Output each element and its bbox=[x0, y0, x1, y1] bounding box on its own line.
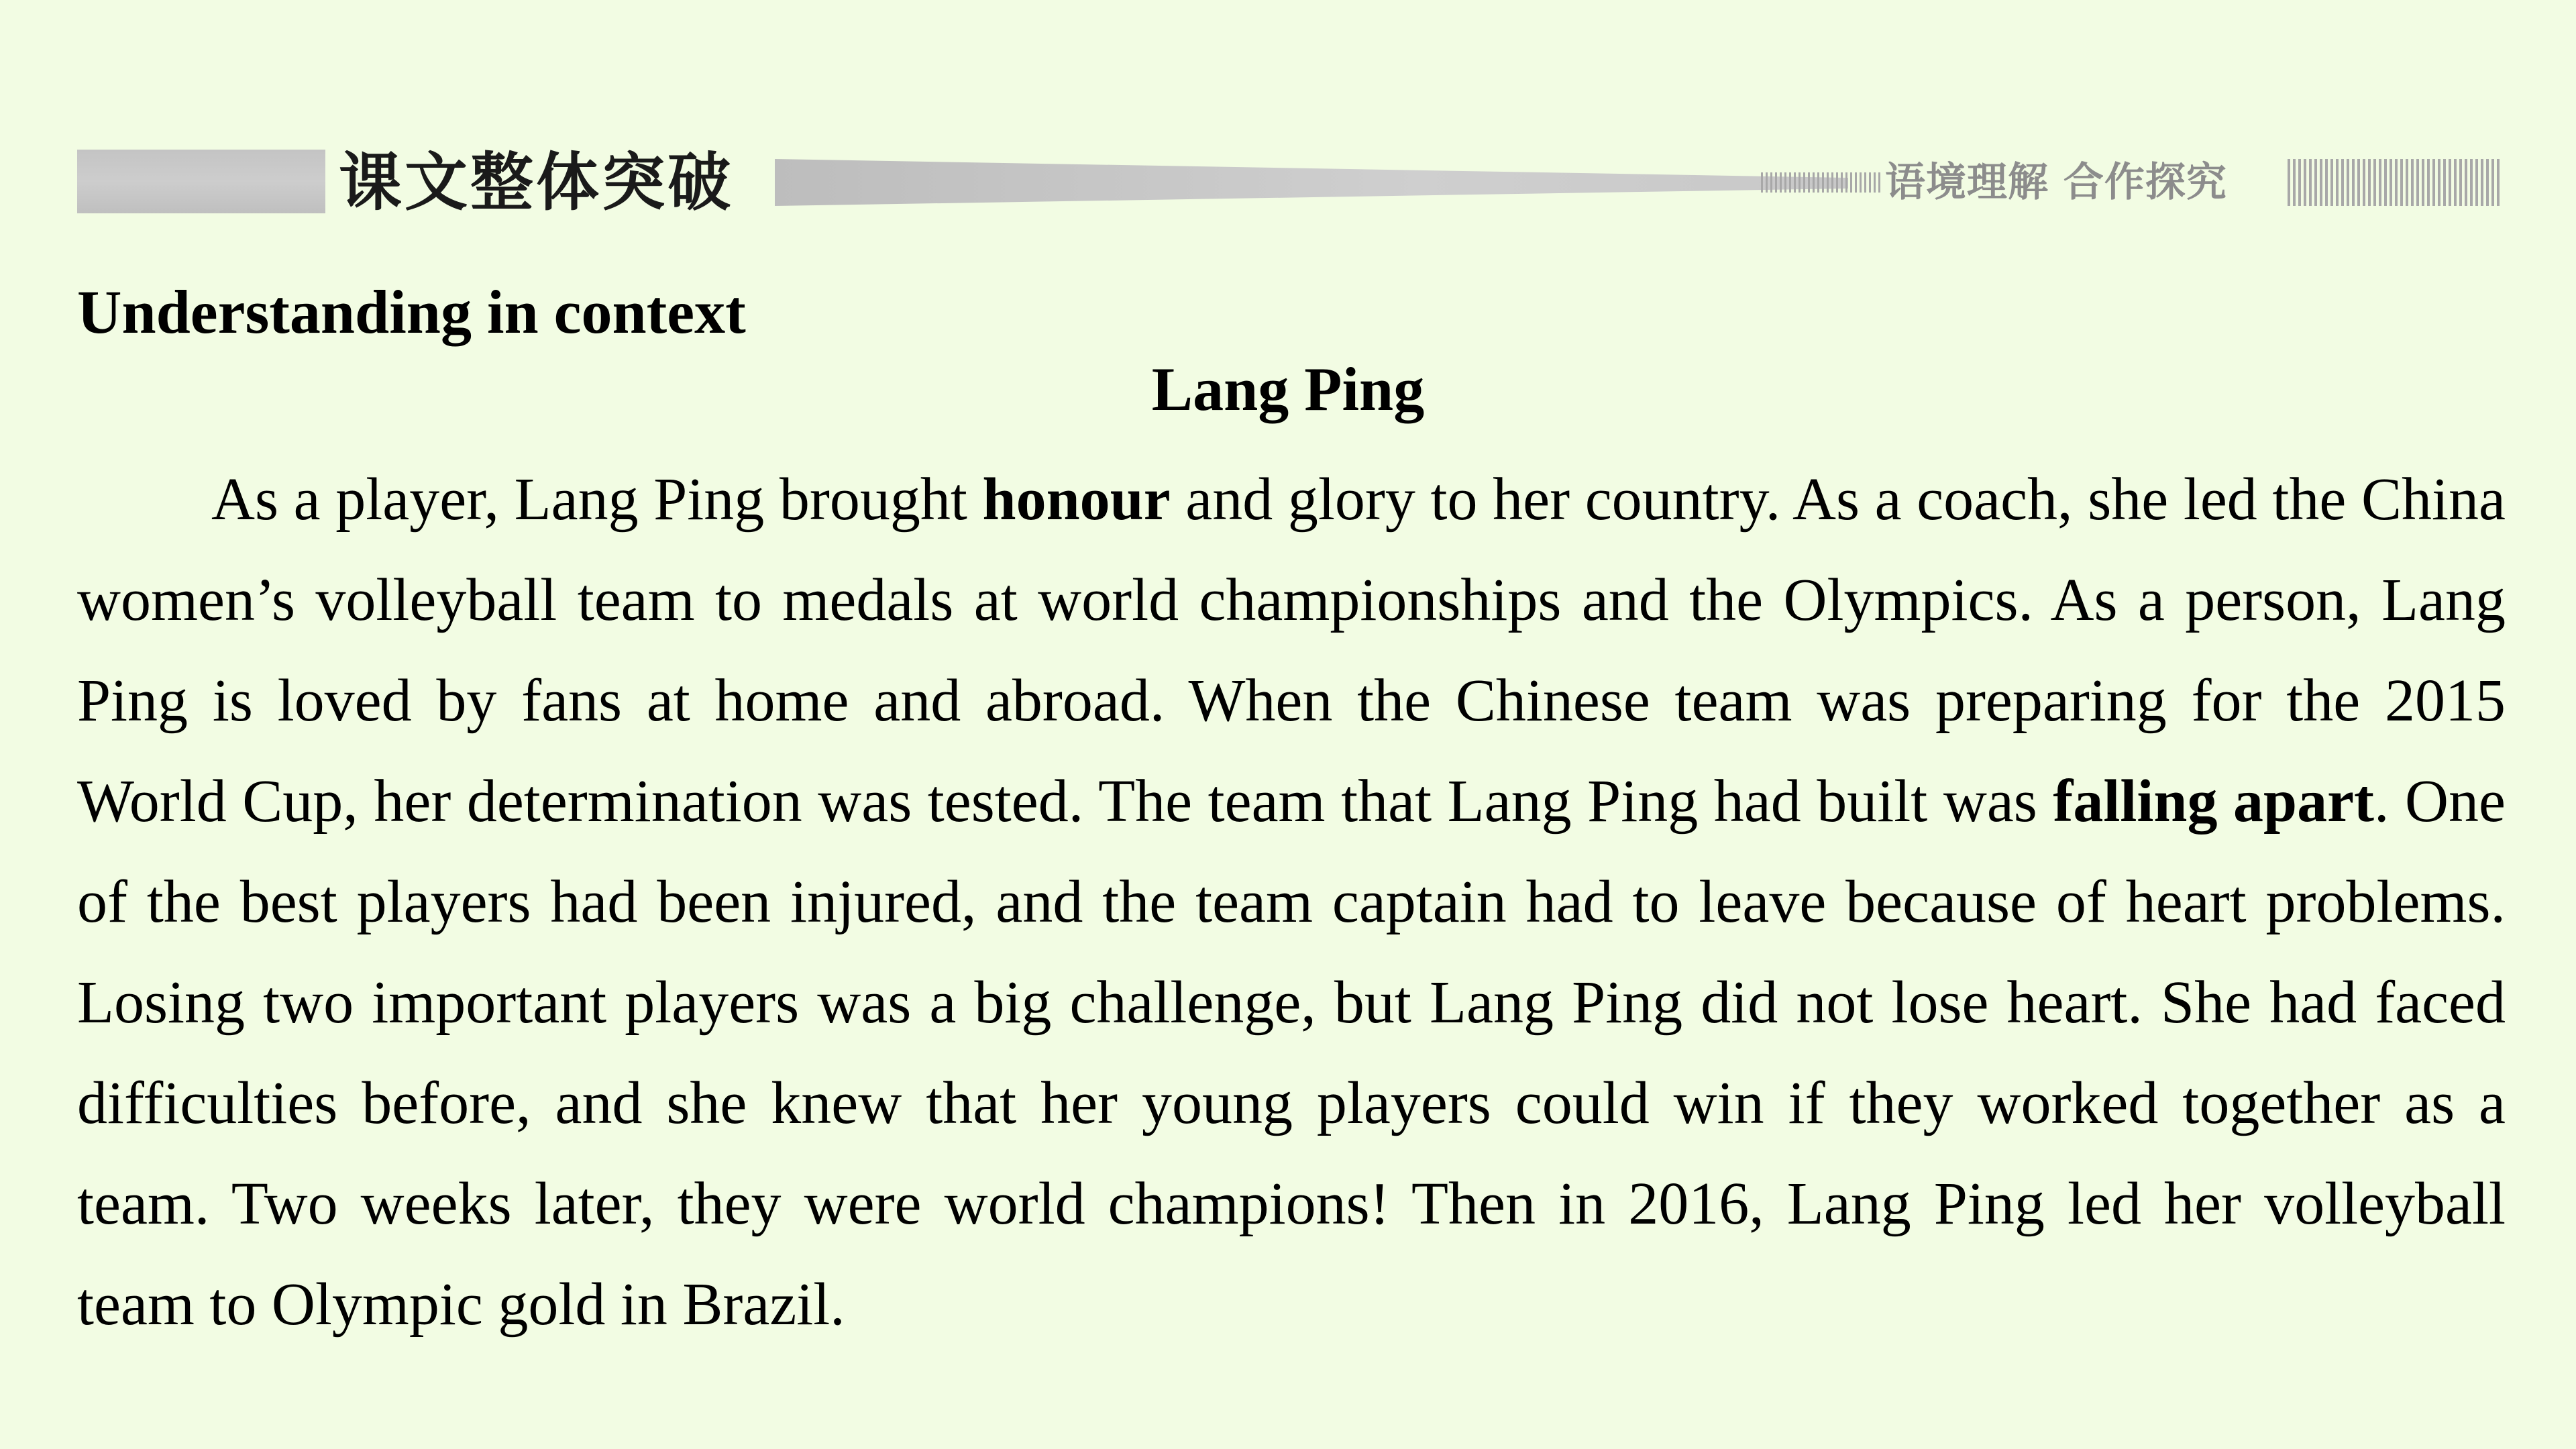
header-decor-hatch-right bbox=[2288, 159, 2502, 206]
text-segment: and glory to her country. As a coach, she led the China women’s volleyball team to medals at world championships and the Olympics. As a person, Lang Ping is loved by fans at home and abroad. When the Chinese team was preparing for the 2015 World Cup, her determination was tested. The team that Lang Ping had built was bbox=[77, 466, 2506, 835]
text-segment: As a player, Lang Ping brought bbox=[211, 466, 983, 533]
section-header-title: 课文整体突破 bbox=[339, 146, 734, 219]
section-heading: Understanding in context bbox=[77, 278, 746, 346]
keyword-falling-apart: falling apart bbox=[2053, 768, 2374, 835]
section-header-bar bbox=[77, 138, 2502, 228]
article-title: Lang Ping bbox=[1151, 355, 1425, 423]
header-decor-hatch bbox=[1761, 172, 1882, 193]
article-paragraph bbox=[77, 449, 2506, 1355]
header-decor-block bbox=[77, 150, 325, 213]
section-header-subtitle: 语境理解 合作探究 bbox=[1885, 159, 2227, 206]
header-decor-wedge bbox=[775, 159, 1848, 206]
keyword-honour: honour bbox=[982, 466, 1171, 533]
text-segment: . One of the best players had been injured, and the team captain had to leave because of heart problems. Losing two important players was a big challenge, but Lang Ping did not lose heart. She had faced difficulties before, and she knew that her young players could win if they worked together as a team. Two weeks later, they were world champions! Then in 2016, Lang Ping led her volleyball team to Olympic gold in Brazil. bbox=[77, 768, 2506, 1338]
